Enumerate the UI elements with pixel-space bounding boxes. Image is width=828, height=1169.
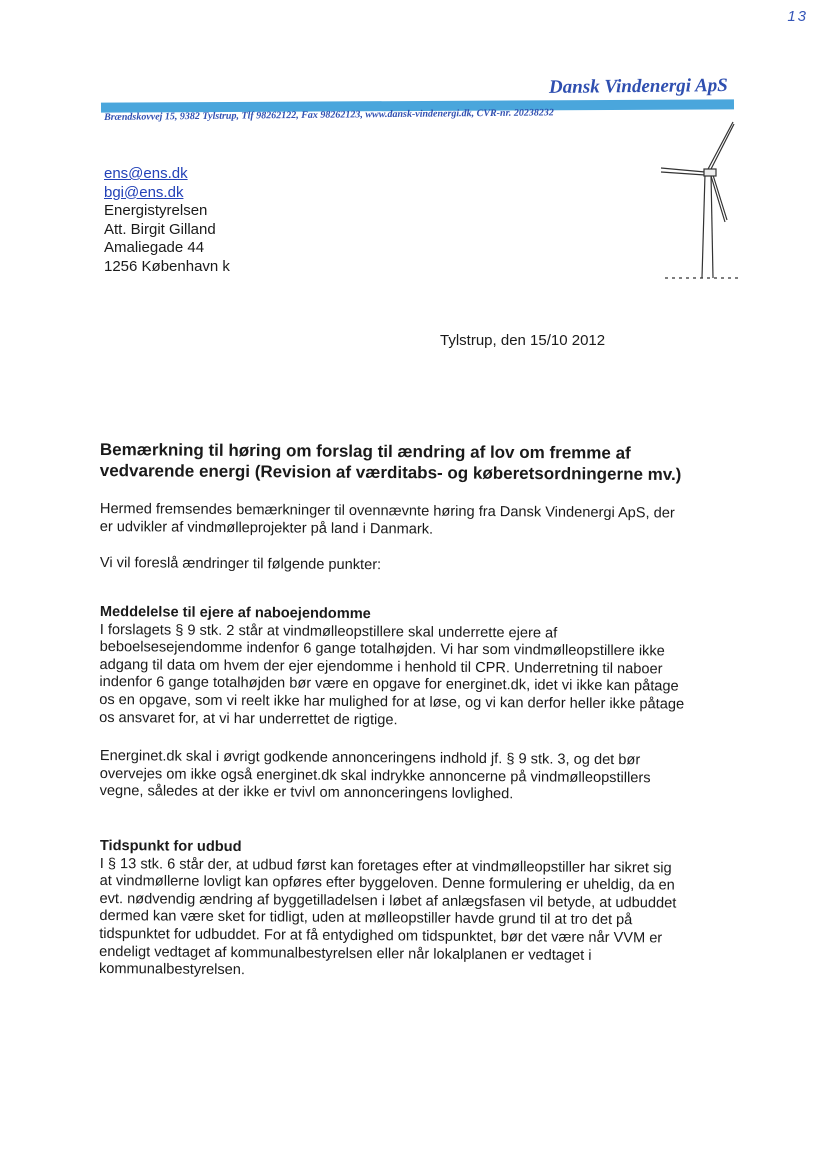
section1-line-4: indenfor 6 gange totalhøjden bør være en opgave for energinet.dk, idet vi ikke kan påtage	[99, 674, 679, 695]
recipient-block	[104, 165, 230, 277]
section-heading-neighbours: Meddelelse til ejere af naboejendomme	[99, 604, 371, 623]
recipient-city: 1256 København k	[104, 257, 230, 275]
subject-heading	[100, 439, 740, 485]
recipient-org: Energistyrelsen	[104, 202, 208, 220]
section-neighbours-para2	[100, 748, 736, 806]
section2-line-6: endeligt vedtaget af kommunalbestyrelsen eller når lokalplanen er vedtaget i	[99, 943, 592, 964]
section2-line-7: kommunalbestyrelsen.	[98, 961, 246, 979]
section2-line-5: tidspunktet for udbuddet. For at få entydighed om tidspunktet, bør det være når VVM er	[99, 925, 663, 947]
company-address: Brændskovvej 15, 9382 Tylstrup, Tlf 98262122, Fax 98262123, www.dansk-vindenergi.dk, CVR-nr. 20238232	[104, 107, 554, 123]
section-heading-tender: Tidspunkt for udbud	[99, 838, 242, 856]
section2-line-4: dermed kan være sket for tidligt, uden at mølleopstiller havde grund til at tro det på	[99, 908, 633, 929]
page-number: 13	[787, 8, 808, 25]
intro-paragraph	[100, 501, 736, 541]
intro-line-2: er udvikler af vindmølleprojekter på land i Danmark.	[99, 518, 434, 538]
section1-line-5: os en opgave, som vi reelt ikke har mulighed for at løse, og vi kan derfor heller ikke påtage	[99, 691, 685, 713]
section1-line-2: beboelsesejendomme indenfor 6 gange totalhøjden. Vi har som vindmølleopstillere ikke	[99, 639, 665, 660]
email-link-ens[interactable]: ens@ens.dk	[104, 165, 188, 182]
section2-line-3: evt. nødvendig ændring af byggetilladelsen i løbet af anlægsfasen vil betyde, at udbuddet	[99, 890, 677, 912]
intro-paragraph-2	[100, 555, 736, 578]
section1-line-6: os ansvaret for, at vi har underrettet de rigtige.	[99, 709, 398, 728]
email-link-bgi[interactable]: bgi@ens.dk	[104, 183, 184, 201]
subject-line-1: Bemærkning til høring om forslag til ændring af lov om fremme af	[99, 439, 631, 463]
subject-line-2: vedvarende energi (Revision af værditabs- og køberetsordningerne mv.)	[99, 460, 682, 485]
section-neighbours	[99, 604, 736, 732]
section1-line-3: adgang til data om hvem der ejer ejendomme i henhold til CPR. Underretning til naboer	[99, 656, 663, 678]
section1-p2-line-2: overvejes om ikke også energinet.dk skal indrykke annoncerne på vindmølleopstillers	[99, 765, 651, 786]
section1-line-1: I forslagets § 9 stk. 2 står at vindmølleopstillere skal underrette ejere af	[99, 621, 558, 642]
wind-turbine-icon	[655, 118, 745, 283]
section1-p2-line-3: vegne, således at der ikke er tvivl om annonceringens lovlighed.	[99, 783, 514, 803]
section2-line-2: at vindmøllerne lovligt kan opføres efter byggeloven. Denne formulering er uheldig, da en	[99, 873, 675, 894]
company-name: Dansk Vindenergi ApS	[549, 75, 729, 98]
date-line: Tylstrup, den 15/10 2012	[440, 332, 606, 349]
intro-line-1: Hermed fremsendes bemærkninger til ovennævnte høring fra Dansk Vindenergi ApS, der	[99, 501, 675, 522]
recipient-street: Amaliegade 44	[104, 239, 205, 257]
recipient-attention: Att. Birgit Gilland	[104, 220, 216, 238]
section-tender-timing	[99, 838, 736, 984]
section1-p2-line-1: Energinet.dk skal i øvrigt godkende annonceringens indhold jf. § 9 stk. 3, og det bør	[99, 748, 641, 769]
intro2-line: Vi vil foreslå ændringer til følgende punkter:	[99, 555, 382, 574]
section2-line-1: I § 13 stk. 6 står der, at udbud først kan foretages efter at vindmølleopstiller har sikret sig	[99, 855, 672, 877]
